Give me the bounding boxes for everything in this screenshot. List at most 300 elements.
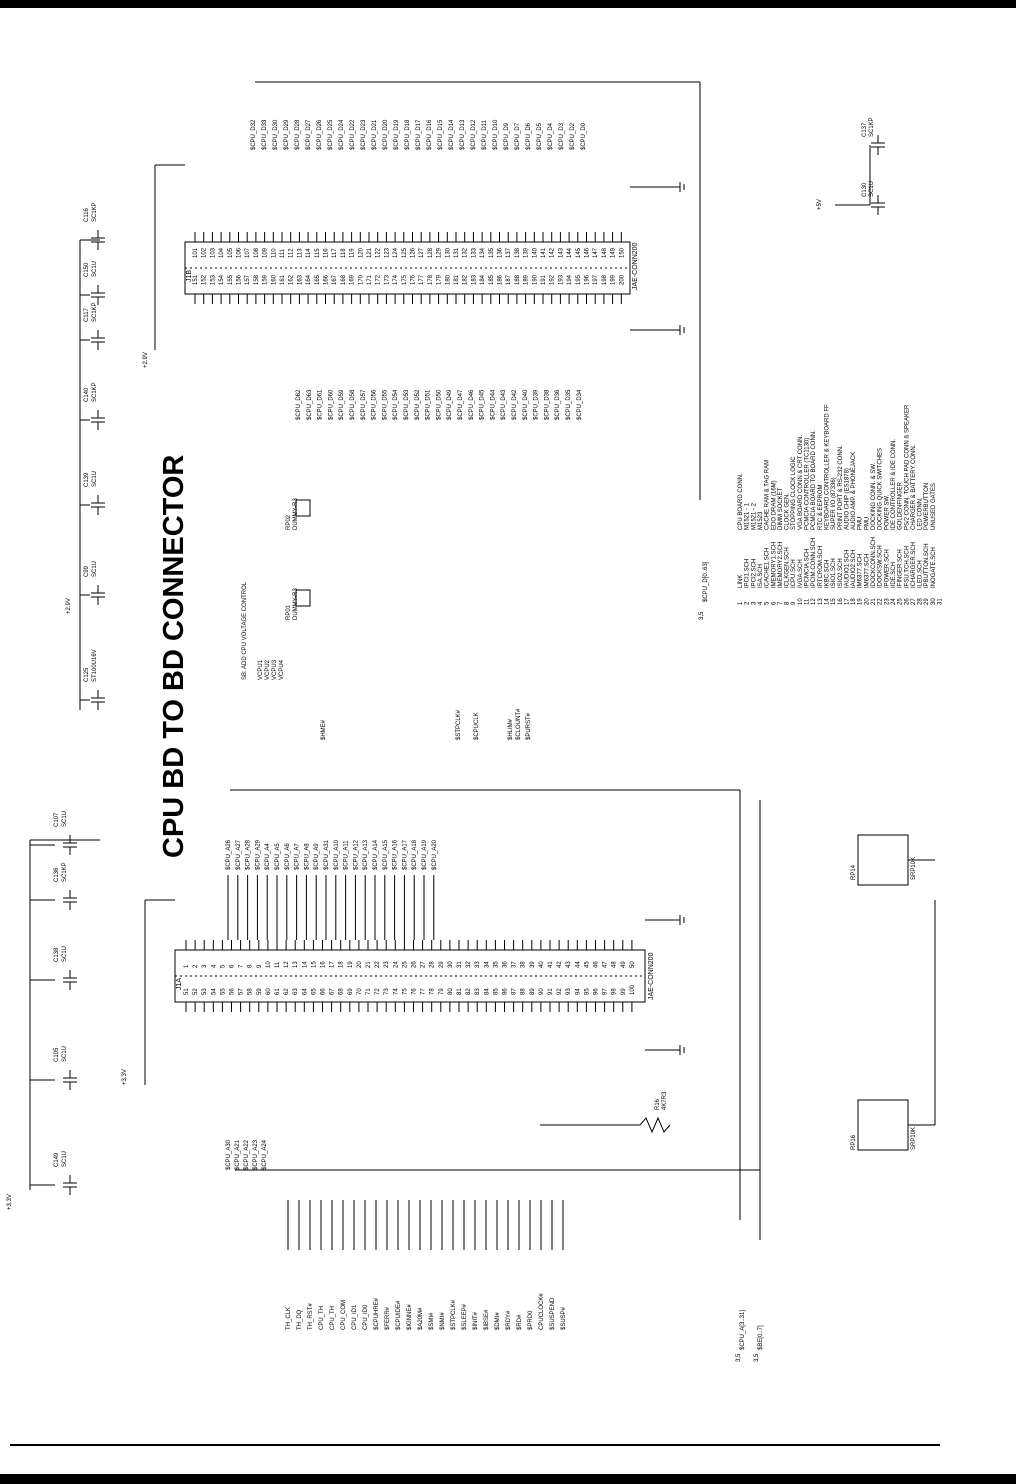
j1a-pin-number: 79 [438, 988, 445, 995]
j1a-pin-number: 14 [302, 961, 309, 968]
j1b-pin-number: 175 [401, 274, 408, 285]
left-io-signal: TH_DQ [297, 1309, 303, 1330]
j1a-pin-number: 47 [602, 961, 609, 968]
j1a-signal-label: $CPU_A6 [284, 843, 291, 870]
bus-page-ref: 3,5 [754, 1353, 760, 1362]
j1b-data-label: $CPU_D25 [328, 119, 334, 150]
j1a-pin-number: 89 [529, 988, 536, 995]
page-title: CPU BD TO BD CONNECTOR [158, 454, 190, 858]
j1a-pin-number: 46 [593, 961, 600, 968]
cap-ref: C99 [84, 565, 90, 577]
sheet-index-desc: STOPPING CLOCK LOGIC [791, 456, 798, 530]
sheet-index-desc: PS/2 CONN. TOUCH PAD CONN & SPEAKER [904, 404, 911, 530]
j1a-pin-number: 71 [366, 988, 372, 995]
j1b-pin-number: 178 [427, 274, 434, 285]
j1b-pin-number: 180 [445, 274, 452, 285]
sheet-index-number: 7 [777, 601, 784, 605]
j1b-pin-number: 183 [471, 274, 478, 285]
j1b-data-label: $CPU_D60 [328, 389, 335, 420]
j1a-pin-number: 6 [229, 964, 236, 968]
j1b-pin-number: 131 [454, 247, 460, 258]
j1b-pin-number: 165 [314, 274, 321, 285]
j1b-data-label: $CPU_D43 [501, 389, 508, 420]
j1b-pin-number: 182 [462, 274, 469, 285]
j1b-pin-number: 155 [227, 274, 234, 285]
j1b-pin-number: 160 [271, 274, 278, 285]
j1b-pin-number: 145 [575, 247, 582, 258]
j1a-signal-label: $CPU_A12 [353, 839, 360, 870]
j1a-label: J1A [176, 977, 183, 990]
j1a-pin-number: 50 [629, 961, 636, 968]
srp-val: SRP10K [911, 856, 917, 880]
j1b-part: JAE-CONN200 [632, 242, 639, 290]
j1b-pin-number: 174 [393, 274, 400, 285]
left-io-signal: $FERR# [385, 1306, 391, 1330]
j1b-data-label: $CPU_D44 [490, 389, 497, 420]
sheet-index-file: INOGATE.SCH [930, 547, 937, 588]
j1a-pin-number: 24 [393, 961, 400, 968]
j1b-data-label: $CPU_D14 [449, 119, 455, 150]
j1a-pin-number: 39 [529, 961, 536, 968]
j1a-pin-number: 12 [284, 961, 291, 968]
left-io-signal: $IBSE# [484, 1309, 490, 1330]
sheet-index-desc: PRINT PORT & RS-232 CONN. [837, 445, 844, 530]
sheet-index-file: IM6377.SCH [864, 553, 871, 588]
j1a-pin-number: 84 [484, 988, 491, 995]
left-io-signal: CPUCLOCK# [539, 1293, 545, 1330]
j1a-pin-number: 17 [329, 961, 336, 968]
rp14-network [858, 835, 908, 885]
sheet-index-file: IVGA.SCH [797, 559, 804, 588]
cap-val: SC1U [62, 945, 68, 962]
j1b-pin-number: 122 [375, 247, 382, 258]
j1a-pin-number: 63 [293, 988, 300, 995]
sheet-index-file: IAUDIO2.SCH [851, 549, 858, 588]
srp-ref: RP16 [851, 1134, 857, 1150]
j1a-pin-number: 2 [193, 964, 200, 968]
j1a-pin-number: 33 [475, 961, 482, 968]
sheet-index-number: 3 [751, 601, 758, 605]
j1b-pin-number: 152 [201, 274, 208, 285]
j1b-pin-number: 107 [245, 247, 252, 258]
j1a-pin-number: 42 [557, 961, 564, 968]
j1b-label: J1B [186, 269, 193, 282]
j1b-data-label: $CPU_D18 [405, 119, 411, 150]
j1a-pin-number: 38 [520, 961, 527, 968]
left-io-signal: CPU_TH [319, 1305, 325, 1330]
sheet-index-file: ISIO2.SCH [837, 558, 844, 588]
j1a-pin-number: 51 [184, 988, 190, 995]
j1a-pin-number: 88 [520, 988, 527, 995]
j1b-data-label: $CPU_D15 [438, 119, 444, 150]
j1a-pin-number: 11 [275, 961, 281, 968]
sheet-index-file: IPBUTTON.SCH [924, 543, 931, 588]
sheet-index-file: IKBC.SCH [824, 559, 831, 588]
cap-ref: C137 [862, 122, 868, 137]
j1b-pin-number: 105 [227, 247, 234, 258]
j1a-signal-label: $CPU_A15 [382, 839, 389, 870]
j1a-pin-number: 66 [320, 988, 327, 995]
sheet-index-desc: DIMM SOCKET [777, 487, 784, 530]
j1b-pin-number: 124 [393, 247, 400, 258]
j1a-pin-number: 27 [420, 961, 427, 968]
sheet-index-desc: PCMCIA CONTROLLER (TC1130) [804, 437, 811, 530]
sheet-index-number: 16 [837, 598, 844, 605]
sheet-index-number: 1 [738, 601, 744, 605]
j1b-data-label: $CPU_D27 [306, 119, 312, 150]
j1b-pin-number: 179 [436, 274, 443, 285]
j1a-signal-label: $CPU_A11 [343, 840, 350, 870]
j1a-signal-label: $CPU_A9 [314, 843, 321, 870]
j1b-pin-number: 195 [575, 274, 582, 285]
j1a-signal-label: $CPU_A10 [333, 839, 340, 870]
j1a-pin-number: 8 [247, 964, 254, 968]
sheet-index-file: IFSU.TCH.SCH [904, 546, 911, 588]
j1b-pin-number: 177 [419, 274, 426, 285]
j1b-pin-number: 181 [454, 274, 460, 285]
j1b-pin-number: 111 [280, 248, 286, 258]
j1b-data-label: $CPU_D20 [383, 119, 389, 150]
j1a-pin-number: 80 [447, 988, 454, 995]
j1a-pin-number: 100 [629, 984, 636, 995]
j1b-data-label: $CPU_D47 [458, 389, 464, 420]
j1b-pin-number: 190 [532, 274, 539, 285]
sheet-index-desc: LED CONN. [917, 497, 924, 530]
j1b-pin-number: 104 [219, 247, 226, 258]
sheet-index-file: IPCI1.SCH [744, 558, 751, 588]
j1a-pin-number: 25 [402, 961, 409, 968]
j1a-pin-number: 85 [493, 988, 500, 995]
rp-dummy-val: DUMMY-R3 [293, 588, 299, 620]
j1b-data-label: $CPU_D4 [548, 122, 554, 150]
j1b-pin-number: 200 [619, 274, 626, 285]
j1a-signal-label: $CPU_A30 [226, 1139, 232, 1170]
j1a-pin-number: 9 [256, 964, 263, 968]
sheet-index-number: 18 [851, 598, 858, 605]
j1b-data-label: $CPU_D19 [394, 119, 400, 150]
j1b-data-label: $CPU_D53 [404, 389, 410, 420]
sheet-index-number: 13 [817, 598, 824, 605]
j1a-signal-label: $CPU_A28 [245, 839, 252, 870]
rail-33v-left: +3.3V [7, 1194, 13, 1210]
j1a-pin-number: 15 [311, 961, 318, 968]
j1b-pin-number: 149 [610, 247, 617, 258]
j1b-data-label: $CPU_D51 [425, 389, 432, 420]
j1b-pin-number: 191 [541, 274, 547, 285]
j1b-pin-number: 127 [419, 247, 426, 258]
j1a-pin-number: 59 [256, 988, 263, 995]
j1a-pin-number: 54 [211, 988, 218, 995]
sheet-index-desc: M1523 [757, 511, 764, 530]
j1b-pin-number: 114 [306, 248, 313, 258]
j1a-signal-label: $CPU_A23 [253, 1139, 259, 1170]
j1b-pin-number: 135 [488, 247, 495, 258]
j1b-pin-number: 194 [567, 274, 574, 285]
sheet-index-desc: POWERBUTTON [924, 482, 931, 530]
sheet-index-desc: AUDIO AMP. & PHONEJACK [851, 451, 858, 530]
sheet-index-file: IDOCKSW.SCH [877, 545, 884, 588]
j1b-pin-number: 189 [523, 274, 530, 285]
sheet-index-desc: CLOCK GEN. [784, 492, 791, 530]
cap-val: SC1U [62, 1150, 68, 1167]
sheet-index-number: 30 [930, 598, 937, 605]
j1b-data-label: $CPU_D7 [515, 122, 521, 150]
j1b-pin-number: 187 [506, 274, 513, 285]
sheet-index-number: 24 [890, 598, 897, 605]
j1a-pin-number: 61 [275, 988, 281, 995]
j1b-data-label: $CPU_D36 [555, 389, 562, 420]
cap-val: SC1U [62, 810, 68, 827]
j1b-data-label: $CPU_D11 [482, 120, 488, 150]
j1b-pin-number: 141 [541, 247, 547, 258]
j1a-signal-label: $CPU_A26 [226, 839, 232, 870]
j1b-pin-number: 101 [193, 247, 199, 258]
j1b-pin-number: 184 [480, 274, 487, 285]
j1a-pin-number: 94 [575, 988, 582, 995]
j1a-pin-number: 52 [193, 988, 200, 995]
cap-ref: C138 [54, 947, 60, 962]
left-io-signal: $DMI# [495, 1312, 501, 1330]
j1b-pin-number: 109 [262, 247, 269, 258]
srp-val: SRP10K [911, 1126, 917, 1150]
j1a-pin-number: 87 [511, 988, 518, 995]
j1b-pin-number: 199 [610, 274, 617, 285]
sheet-index-number: 4 [757, 601, 764, 605]
cap-val: SC1U [92, 560, 98, 577]
j1b-pin-number: 167 [332, 274, 339, 285]
rp-dummy-ref: RP01 [286, 604, 292, 620]
j1b-pin-number: 161 [280, 274, 286, 285]
sheet-index-number: 28 [917, 598, 924, 605]
j1a-signal-label: $CPU_A18 [412, 839, 419, 870]
j1a-part: JAE-CONN200 [648, 952, 655, 1000]
left-io-signal: $SUSPEND [550, 1297, 556, 1330]
rail-5v: +5V [817, 199, 823, 210]
j1b-data-label: $CPU_D57 [360, 389, 367, 420]
left-io-signal: TH_CLK [286, 1306, 292, 1330]
j1b-pin-number: 163 [297, 274, 304, 285]
left-io-signal: CPU_ID1 [352, 1304, 358, 1330]
j1a-pin-number: 32 [466, 961, 473, 968]
j1a-right-signal: $HME# [321, 719, 327, 740]
j1a-pin-number: 78 [429, 988, 436, 995]
sheet-index-desc: VGA BOARD CONN & CRT CONN. [797, 434, 804, 530]
sheet-index-number: 17 [844, 598, 851, 605]
left-io-signal: $STPCLK# [451, 1299, 457, 1330]
j1b-data-label: $CPU_D58 [350, 389, 356, 420]
cap-ref: C116 [84, 208, 90, 222]
j1a-pin-number: 10 [265, 961, 272, 968]
j1b-pin-number: 133 [471, 247, 478, 258]
j1b-data-label: $CPU_D5 [537, 122, 543, 150]
j1a-pin-number: 83 [475, 988, 482, 995]
j1a-pin-number: 19 [347, 961, 354, 968]
cap-val: SC1KP [869, 117, 875, 137]
j1a-signal-label: $CPU_A8 [304, 843, 311, 870]
bus-ad: $CPU_A[3..31] [740, 1309, 746, 1350]
left-io-signal: $NMI# [440, 1312, 446, 1330]
j1a-pin-number: 57 [238, 988, 245, 995]
cap-val: SC1KP [92, 202, 98, 222]
j1b-pin-number: 123 [384, 247, 391, 258]
sheet-index-file: IDOCKCONN.SCH [871, 536, 877, 588]
sheet-index-desc: M1521 - 1 [744, 502, 751, 530]
sheet-index-file: IPOWER.SCH [884, 549, 891, 588]
j1a-pin-number: 60 [265, 988, 272, 995]
j1b-data-label: $CPU_D55 [382, 389, 389, 420]
j1a-pin-number: 96 [593, 988, 600, 995]
j1a-pin-number: 75 [402, 988, 409, 995]
j1a-pin-number: 58 [247, 988, 254, 995]
j1a-pin-number: 77 [420, 988, 427, 995]
srp-ref: RP14 [851, 864, 857, 880]
j1b-pin-number: 113 [297, 248, 304, 258]
j1a-pin-number: 65 [311, 988, 318, 995]
j1b-pin-number: 173 [384, 274, 391, 285]
sheet-index-number: 26 [904, 598, 911, 605]
sheet-index-number: 27 [910, 598, 917, 605]
j1b-data-label: $CPU_D54 [393, 389, 400, 420]
j1b-pin-number: 143 [558, 247, 565, 258]
j1a-pin-number: 74 [393, 988, 400, 995]
j1b-pin-number: 172 [375, 274, 382, 285]
j1a-pin-number: 99 [620, 988, 627, 995]
j1b-pin-number: 108 [253, 247, 260, 258]
sheet-index-number: 11 [804, 598, 811, 605]
sheet-index-desc: PCMCIA BOARD TO BOARD CONN. [811, 430, 818, 530]
j1a-pin-number: 16 [320, 961, 327, 968]
j1a-pin-number: 97 [602, 988, 609, 995]
j1a-pin-number: 26 [411, 961, 418, 968]
j1b-data-label: $CPU_D45 [479, 389, 486, 420]
j1b-pin-number: 137 [506, 247, 513, 258]
rp16-network [858, 1100, 908, 1150]
left-io-signal: TH_RST# [308, 1303, 314, 1330]
sheet-index-desc: AUDIO CHIP (ES1878) [844, 468, 851, 530]
sheet-index-number: 12 [811, 598, 818, 605]
sheet-index-file: IRTCROM.SCH [817, 545, 824, 588]
j1a-pin-number: 36 [502, 961, 509, 968]
sheet-index-number: 2 [744, 601, 751, 605]
left-io-signal: CPU_TH [330, 1305, 336, 1330]
left-io-signal: $A20M# [418, 1307, 424, 1330]
j1a-pin-number: 86 [502, 988, 509, 995]
j1b-data-label: $CPU_D22 [350, 119, 356, 150]
j1a-pin-number: 55 [220, 988, 227, 995]
j1b-pin-number: 168 [340, 274, 347, 285]
sheet-index-desc: GOLDENFINGER [897, 481, 904, 530]
j1b-pin-number: 164 [306, 274, 313, 285]
sheet-index-number: 29 [924, 598, 931, 605]
left-io-signal: $PRD0 [528, 1310, 534, 1330]
sheet-index-number: 19 [857, 598, 864, 605]
rp-dummy-val: DUMMY-R3 [293, 498, 299, 530]
left-io-signal: $SLEEP# [462, 1303, 468, 1330]
bus-page-ref: 3,5 [736, 1353, 742, 1362]
j1b-pin-number: 154 [219, 274, 226, 285]
sheet-index-number: 8 [784, 601, 791, 605]
j1b-pin-number: 159 [262, 274, 269, 285]
j1a-pin-number: 4 [211, 964, 218, 968]
sheet-index-file: IFINGER.SCH [897, 549, 904, 588]
j1b-data-label: $CPU_D24 [339, 119, 345, 150]
sheet-index-file: ILED.SCH [917, 560, 924, 588]
sheet-index-file: IPCIM.CONN.SCH [811, 537, 818, 588]
j1b-pin-number: 138 [514, 247, 521, 258]
left-io-signal: CPU_COM [341, 1299, 347, 1330]
j1b-data-label: $CPU_D29 [284, 119, 290, 150]
bus-be: $BE[0..7] [758, 1325, 764, 1350]
cap-ref: C136 [54, 867, 60, 882]
sheet-index-number: 14 [824, 598, 831, 605]
sheet-index-file: ISIO1.SCH [831, 558, 838, 588]
vid-signal: VCPU3 [272, 659, 278, 680]
left-io-signal: $INIT# [473, 1311, 479, 1330]
cap-ref: C149 [54, 1152, 60, 1167]
j1a-signal-label: $CPU_A14 [373, 839, 379, 870]
j1b-data-label: $CPU_D13 [460, 119, 466, 150]
sheet-index-number: 23 [884, 598, 891, 605]
r16-ref: R16 [655, 1098, 661, 1110]
cap-ref: C125 [84, 667, 90, 682]
rail-33v-j1a: +3.3V [122, 1069, 128, 1085]
j1a-signal-label: $CPU_A13 [363, 839, 370, 870]
j1b-data-label: $CPU_D12 [471, 119, 477, 150]
left-io-signal: $CPUIDE# [396, 1300, 402, 1330]
j1a-pin-number: 28 [429, 961, 436, 968]
j1b-data-label: $CPU_D49 [447, 389, 454, 420]
j1a-pin-number: 62 [284, 988, 291, 995]
vid-signal: VCPU1 [258, 659, 264, 680]
j1a-pin-number: 56 [229, 988, 236, 995]
left-io-signal: $RD# [517, 1314, 523, 1330]
j1a-pin-number: 91 [548, 988, 554, 995]
j1a-pin-number: 37 [511, 961, 518, 968]
j1b-data-label: $CPU_D42 [512, 389, 518, 420]
vid-signal: VCPU2 [265, 659, 271, 680]
j1a-pin-number: 49 [620, 961, 627, 968]
j1a-pin-number: 3 [202, 964, 209, 968]
sheet-index-desc: CPU BOARD CONN. [738, 473, 744, 530]
j1b-data-label: $CPU_D34 [576, 389, 583, 420]
sheet-index-desc: CHARGER & BATTERY CONN. [910, 444, 917, 530]
cap-val: SC1U [92, 470, 98, 487]
j1b-data-label: $CPU_D6 [526, 122, 532, 150]
j1a-signal-label: $CPU_A17 [402, 839, 409, 870]
j1a-right-signal: $CLOUNT# [516, 708, 522, 740]
j1b-data-label: $CPU_D52 [414, 389, 421, 420]
sheet-index-desc: KEYBOARD CONTROLLER & KEYBOARD FF [824, 404, 831, 530]
sheet-index-file: IAUDIO1.SCH [844, 549, 851, 588]
rp-dummy-ref: RP02 [286, 514, 292, 530]
j1a-pin-number: 67 [329, 988, 336, 995]
j1b-data-label: $CPU_D61 [317, 389, 324, 420]
sheet-index-desc: CACHE RAM & TAG RAM [764, 459, 771, 530]
j1a-pin-number: 76 [411, 988, 418, 995]
j1b-pin-number: 192 [549, 274, 556, 285]
sheet-index-desc: RTC & EEPROM [817, 484, 824, 530]
j1b-data-label: $CPU_D63 [306, 389, 313, 420]
cap-ref: C150 [84, 262, 90, 277]
j1a-pin-number: 69 [347, 988, 354, 995]
j1b-pin-number: 112 [288, 248, 295, 258]
j1a-pin-number: 21 [366, 961, 372, 968]
j1b-data-label: $CPU_D26 [317, 119, 323, 150]
r16-resistor [640, 1118, 670, 1132]
sheet-index-number: 15 [831, 598, 838, 605]
j1b-pin-number: 134 [480, 247, 487, 258]
j1b-pin-number: 153 [210, 274, 217, 285]
